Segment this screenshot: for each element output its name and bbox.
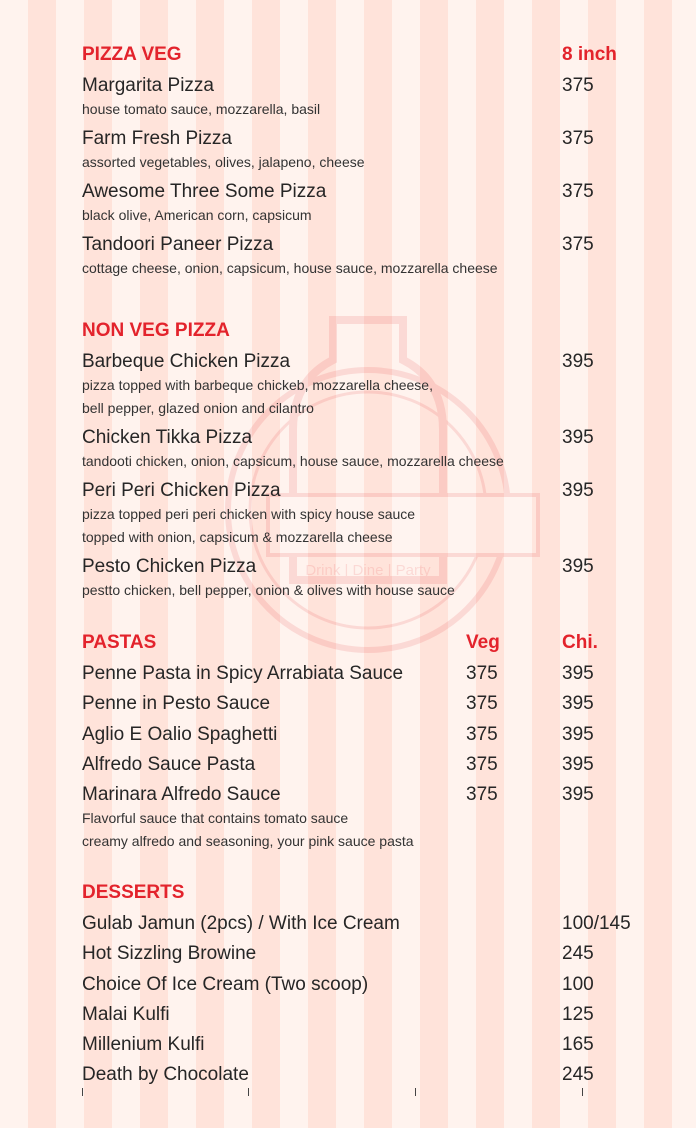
menu-item: [82, 350, 642, 426]
section-header: [82, 882, 642, 912]
item-price-veg: 375: [466, 663, 498, 684]
item-description: house tomato sauce, mozzarella, basil: [82, 101, 321, 117]
item-description: pizza topped with barbeque chickeb, mozzarella cheese,: [82, 377, 433, 393]
section-title: DESSERTS: [82, 882, 185, 903]
item-price-veg: 375: [466, 784, 498, 806]
item-price: 375: [562, 75, 594, 96]
menu-item: [82, 555, 642, 608]
item-name: Marinara Alfredo Sauce: [82, 784, 281, 806]
item-price-veg: 375: [466, 753, 498, 775]
item-description: black olive, American corn, capsicum: [82, 207, 312, 223]
item-price: 395: [562, 556, 594, 577]
menu-item: [82, 942, 642, 972]
menu-item: [82, 723, 642, 753]
menu-item: [82, 479, 642, 555]
item-price-chicken: 395: [562, 693, 594, 715]
item-description: bell pepper, glazed onion and cilantro: [82, 400, 314, 416]
section-non-veg-pizza: [82, 320, 642, 608]
item-price: 100/145: [562, 913, 631, 934]
menu-item: [82, 753, 642, 783]
item-description: cottage cheese, onion, capsicum, house sauce, mozzarella cheese: [82, 260, 498, 276]
item-price-chicken: 395: [562, 663, 594, 684]
item-description: Flavorful sauce that contains tomato sauce: [82, 810, 349, 827]
menu-item: [82, 662, 642, 692]
item-name: Choice Of Ice Cream (Two scoop): [82, 973, 369, 995]
item-price-chicken: 395: [562, 753, 594, 775]
menu-item: [82, 426, 642, 479]
menu-item: [82, 180, 642, 233]
veg-column-label: Veg: [466, 632, 500, 653]
item-description: topped with onion, capsicum & mozzarella cheese: [82, 529, 393, 545]
item-price: 125: [562, 1003, 594, 1025]
menu-item: [82, 1033, 642, 1063]
chicken-column-label: Chi.: [562, 632, 598, 653]
item-name: Millenium Kulfi: [82, 1034, 205, 1056]
menu-item: [82, 692, 642, 722]
section-title: PASTAS: [82, 632, 157, 653]
item-price: 375: [562, 128, 594, 149]
item-name: Pesto Chicken Pizza: [82, 556, 257, 577]
section-header: [82, 44, 642, 74]
item-price: 100: [562, 973, 594, 995]
item-price: 165: [562, 1034, 594, 1056]
section-pastas: [82, 632, 642, 855]
item-name: Chicken Tikka Pizza: [82, 427, 253, 448]
crop-mark: [82, 1088, 83, 1096]
size-column-label: 8 inch: [562, 44, 617, 65]
item-description: pizza topped peri peri chicken with spicy house sauce: [82, 506, 416, 522]
item-name: Gulab Jamun (2pcs) / With Ice Cream: [82, 913, 400, 934]
crop-mark: [415, 1088, 416, 1096]
item-price-veg: 375: [466, 723, 498, 745]
menu-item: [82, 1003, 642, 1033]
item-price: 395: [562, 480, 594, 501]
item-name: Penne Pasta in Spicy Arrabiata Sauce: [82, 663, 404, 684]
menu-item: [82, 233, 642, 286]
bottom-crop-marks: [82, 1088, 602, 1096]
item-description: creamy alfredo and seasoning, your pink sauce pasta: [82, 833, 414, 850]
item-price-chicken: 395: [562, 723, 594, 745]
item-description: pestto chicken, bell pepper, onion & olives with house sauce: [82, 582, 455, 598]
item-price-chicken: 395: [562, 784, 594, 806]
item-name: Awesome Three Some Pizza: [82, 181, 327, 202]
crop-mark: [248, 1088, 249, 1096]
item-name: Farm Fresh Pizza: [82, 128, 232, 149]
item-description: tandooti chicken, onion, capsicum, house sauce, mozzarella cheese: [82, 453, 504, 469]
item-name: Margarita Pizza: [82, 75, 214, 96]
section-header: [82, 320, 642, 350]
section-pizza-veg: [82, 44, 642, 286]
section-title: NON VEG PIZZA: [82, 320, 230, 341]
item-price: 375: [562, 181, 594, 202]
item-price: 375: [562, 234, 594, 255]
item-name: Hot Sizzling Browine: [82, 943, 257, 965]
section-title: PIZZA VEG: [82, 44, 182, 65]
item-price: 395: [562, 427, 594, 448]
crop-mark: [582, 1088, 583, 1096]
item-name: Peri Peri Chicken Pizza: [82, 480, 281, 501]
item-name: Aglio E Oalio Spaghetti: [82, 723, 278, 745]
item-name: Penne in Pesto Sauce: [82, 693, 271, 715]
item-name: Alfredo Sauce Pasta: [82, 753, 256, 775]
item-name: Barbeque Chicken Pizza: [82, 351, 291, 372]
item-name: Tandoori Paneer Pizza: [82, 234, 274, 255]
menu-item: [82, 973, 642, 1003]
menu-item: [82, 783, 642, 855]
item-name: Death by Chocolate: [82, 1064, 249, 1086]
item-price: 245: [562, 1064, 594, 1086]
menu-item: [82, 74, 642, 127]
item-price: 395: [562, 351, 594, 372]
item-price-veg: 375: [466, 693, 498, 715]
watermark-tagline: Drink | Dine | Party: [305, 562, 431, 579]
item-price: 245: [562, 943, 594, 965]
item-description: assorted vegetables, olives, jalapeno, cheese: [82, 154, 365, 170]
section-header: [82, 632, 642, 662]
section-desserts: [82, 882, 642, 1094]
item-name: Malai Kulfi: [82, 1003, 170, 1025]
menu-item: [82, 912, 642, 942]
menu-item: [82, 127, 642, 180]
